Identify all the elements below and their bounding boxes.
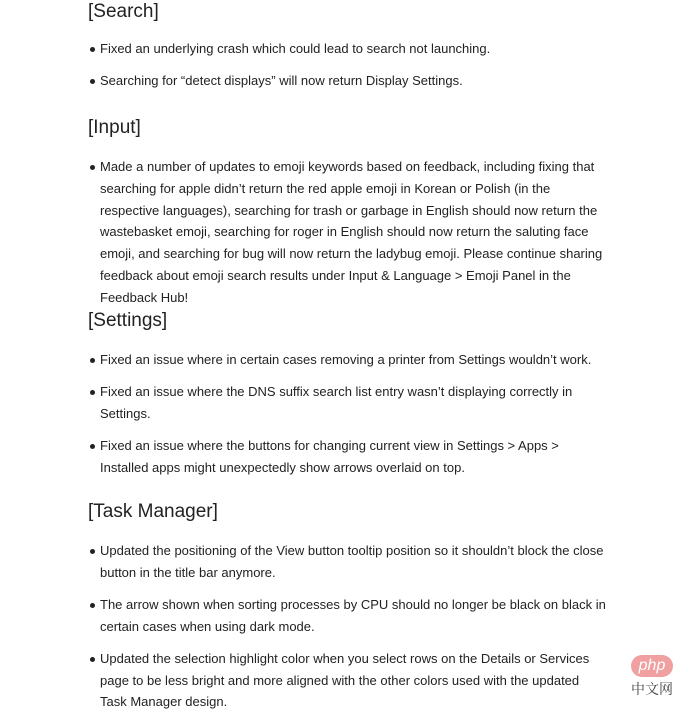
list-item: Fixed an issue where in certain cases removing a printer from Settings wouldn’t work. — [88, 349, 608, 371]
list-item: Updated the selection highlight color when you select rows on the Details or Services page to be less bright and more aligned with the other colors used with the updated Task Manager design. — [88, 648, 608, 713]
list-item: Fixed an issue where the DNS suffix search list entry wasn’t displaying correctly in Settings. — [88, 381, 608, 425]
section-search — [88, 0, 628, 102]
bullet-list — [88, 540, 628, 713]
bullet-list — [88, 156, 628, 309]
bullet-list — [88, 38, 628, 92]
watermark-text: 中文网 — [631, 681, 673, 697]
section-heading: [Task Manager] — [88, 501, 218, 522]
list-item: The arrow shown when sorting processes by CPU should no longer be black on black in certain cases when using dark mode. — [88, 594, 608, 638]
list-item: Fixed an underlying crash which could lead to search not launching. — [88, 38, 608, 60]
section-heading: [Settings] — [88, 310, 168, 331]
list-item: Searching for “detect displays” will now return Display Settings. — [88, 70, 608, 92]
section-input — [88, 116, 628, 319]
watermark — [622, 655, 682, 698]
section-task-manager — [88, 500, 628, 723]
section-heading: [Search] — [88, 1, 159, 22]
section-heading: [Input] — [88, 117, 141, 138]
list-item: Fixed an issue where the buttons for changing current view in Settings > Apps > Installed apps might unexpectedly show arrows overlaid on top. — [88, 435, 608, 479]
watermark-logo: php — [631, 655, 674, 677]
section-settings — [88, 309, 628, 489]
list-item: Updated the positioning of the View button tooltip position so it shouldn’t block the close button in the title bar anymore. — [88, 540, 608, 584]
list-item: Made a number of updates to emoji keywords based on feedback, including fixing that searching for apple didn’t return the red apple emoji in Korean or Polish (in the respective languages), searching for trash or garbage in English should now return the wastebasket emoji, searching for roger in English should now return the saluting face emoji, and searching for bug will now return the ladybug emoji. Please continue sharing feedback about emoji search results under Input & Language > Emoji Panel in the Feedback Hub! — [88, 156, 608, 309]
bullet-list — [88, 349, 628, 479]
